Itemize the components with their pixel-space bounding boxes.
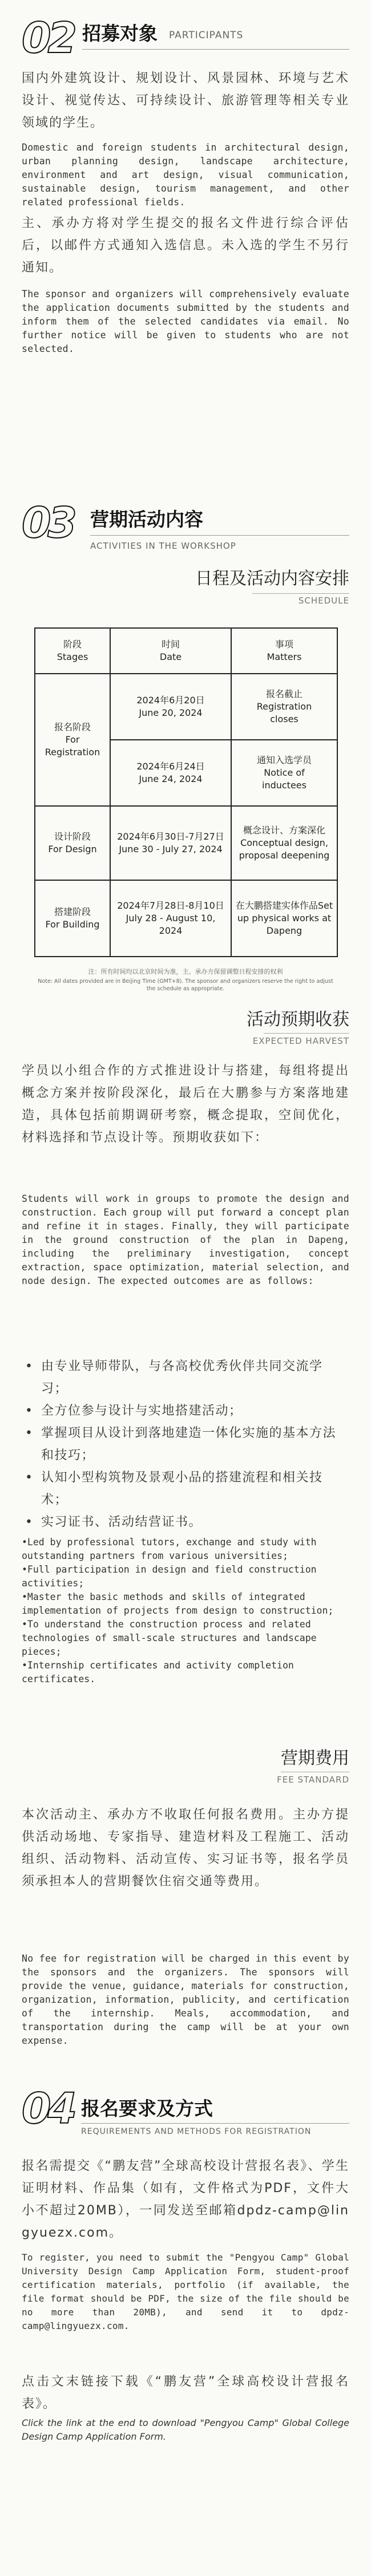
section-rule	[81, 2123, 349, 2124]
list-item: •Internship certificates and activity completion certificates.	[22, 1660, 294, 1684]
date-cell: 2024年6月20日 June 20, 2024	[110, 674, 231, 740]
date-cell: 2024年6月24日 June 24, 2024	[110, 740, 231, 806]
list-item: • 掌握项目从设计到落地建造一体化实施的基本方法和技巧；	[22, 1422, 349, 1467]
download-para-cn: 点击文末链接下载《“鹏友营”全球高校设计营报名表》。	[22, 2375, 349, 2411]
harvest-para-en: Students will work in groups to promote the design and construction. Each group will put forward a concept plan and refine it in stages. Finally, they will participate in the ground construction of the plan in Dapeng, including the preliminary investigation, concept extraction, space optimization, material selection, and node design. The expected outcomes are as follows:	[22, 1193, 349, 1286]
table-row	[35, 880, 337, 957]
section-subtitle: REQUIREMENTS AND METHODS FOR REGISTRATION	[81, 2127, 312, 2136]
section-03-header	[22, 499, 349, 551]
section-04-header	[22, 2084, 349, 2136]
selection-para-en: The sponsor and organizers will comprehensively evaluate the application documents submitted by the students and inform them of the selected candidates via email. No further notice will be given to students who are not selected.	[22, 289, 349, 354]
list-item: •To understand the construction process and related technologies of small-scale structures and landscape pieces;	[22, 1619, 317, 1657]
harvest-list-cn	[22, 1355, 349, 1533]
matter-cell: 通知入选学员 Notice of inductees	[231, 740, 337, 806]
table-note-en: Note: All dates provided are in Beijing Time (GMT+8). The sponsor and organizers reserve the right to adjust the schedule as appropriate.	[38, 978, 333, 992]
date-cell: 2024年7月28日-8月10日 July 28 - August 10, 2024	[110, 880, 231, 957]
section-title: 报名要求及方式	[81, 2097, 213, 2120]
matter-cell: 在大鹏搭建实体作品Set up physical works at Dapeng	[231, 880, 337, 957]
stage-cell: 搭建阶段 For Building	[35, 880, 110, 957]
section-subtitle: PARTICIPANTS	[169, 30, 244, 41]
stage-cell: 报名阶段 For Registration	[35, 674, 110, 806]
header-matters: 事项 Matters	[231, 628, 337, 674]
date-cell: 2024年6月30日-7月27日 June 30 - July 27, 2024	[110, 806, 231, 880]
fee-para-en: No fee for registration will be charged in this event by the sponsors and the organizers. The sponsors will provide the venue, guidance, materials for construction, organization, information, publicity, and certification of the internship. Meals, accommodation, and transportation during the camp will be at your own expense.	[22, 1953, 349, 2046]
participants-para-cn: 国内外建筑设计、规划设计、风景园林、环境与艺术设计、视觉传达、可持续设计、旅游管理等相关专业领域的学生。	[22, 71, 349, 130]
matter-cell: 概念设计、方案深化Conceptual design, proposal deepening	[231, 806, 337, 880]
schedule-subtitle: SCHEDULE	[298, 596, 349, 606]
matter-cell: 报名截止 Registration closes	[231, 674, 337, 740]
schedule-table	[34, 627, 338, 957]
table-note-cn: 注：所有时间均以北京时间为准，主、承办方保留调整日程安排的权利	[88, 968, 283, 975]
harvest-para-cn: 学员以小组合作的方式推进设计与搭建，每组将提出概念方案并按阶段深化，最后在大鹏参与方案落地建造，具体包括前期调研考察，概念提取，空间优化，材料选择和节点设计等。预期收获如下：	[22, 1064, 349, 1145]
table-row	[35, 674, 337, 740]
section-02-header	[22, 14, 349, 63]
fee-title: 营期费用	[281, 1748, 349, 1768]
download-para-en: Click the link at the end to download "Pengyou Camp" Global College Design Camp Application Form.	[22, 2417, 349, 2442]
header-stages: 阶段 Stages	[35, 628, 110, 674]
list-item: • 由专业导师带队，与各高校优秀伙伴共同交流学习；	[22, 1355, 349, 1400]
harvest-list-en	[22, 1536, 349, 1686]
registration-para-cn: 报名需提交《“鹏友营”全球高校设计营报名表》、学生证明材料、作品集（如有，文件格式为PDF，文件大小不超过20MB），一同发送至邮箱dpdz-camp@lingyuezx.com。	[22, 2159, 349, 2240]
list-item: •Full participation in design and field construction activities;	[22, 1564, 317, 1589]
list-item: •Led by professional tutors, exchange and study with outstanding partners from various universities;	[22, 1537, 317, 1561]
schedule-rule	[252, 593, 349, 594]
stage-cell: 设计阶段 For Design	[35, 806, 110, 880]
section-title: 招募对象	[82, 22, 158, 44]
section-rule	[82, 49, 349, 50]
section-subtitle: ACTIVITIES IN THE WORKSHOP	[90, 541, 236, 551]
section-number: 04	[22, 2084, 74, 2133]
harvest-rule	[264, 1033, 349, 1034]
list-item: • 认知小型构筑物及景观小品的搭建流程和相关技术；	[22, 1467, 349, 1511]
fee-para-cn: 本次活动主、承办方不收取任何报名费用。主办方提供活动场地、专家指导、建造材料及工程施工、活动组织、活动物料、活动宣传、实习证书等，报名学员须承担本人的营期餐饮住宿交通等费用。	[22, 1808, 349, 1889]
list-item: • 全方位参与设计与实地搭建活动；	[22, 1400, 349, 1422]
section-rule	[90, 535, 349, 536]
fee-subtitle: FEE STANDARD	[277, 1775, 349, 1785]
registration-para-en: To register, you need to submit the "Pengyou Camp" Global University Design Camp Application Form, student-proof certification materials, portfolio (if available, the file format should be PDF, the size of the file should be no more than 20MB), and send it to dpdz-camp@lingyuezx.com.	[22, 2252, 349, 2331]
table-header-row	[35, 628, 337, 674]
harvest-title: 活动预期收获	[247, 1010, 349, 1030]
selection-para-cn: 主、承办方将对学生提交的报名文件进行综合评估后，以邮件方式通知入选信息。未入选的学生不另行通知。	[22, 216, 349, 275]
section-number: 02	[22, 14, 74, 63]
section-number: 03	[22, 499, 74, 548]
list-item: •Master the basic methods and skills of integrated implementation of projects from design to construction;	[22, 1591, 334, 1616]
participants-para-en: Domestic and foreign students in architectural design, urban planning design, landscape architecture, environment and art design, visual communication, sustainable design, tourism management, and other related professional fields.	[22, 142, 349, 208]
harvest-subtitle: EXPECTED HARVEST	[252, 1036, 349, 1046]
header-date: 时间 Date	[110, 628, 231, 674]
table-row	[35, 806, 337, 880]
list-item: • 实习证书、活动结营证书。	[22, 1511, 349, 1533]
schedule-title: 日程及活动内容安排	[195, 569, 349, 589]
section-title: 营期活动内容	[90, 508, 203, 530]
